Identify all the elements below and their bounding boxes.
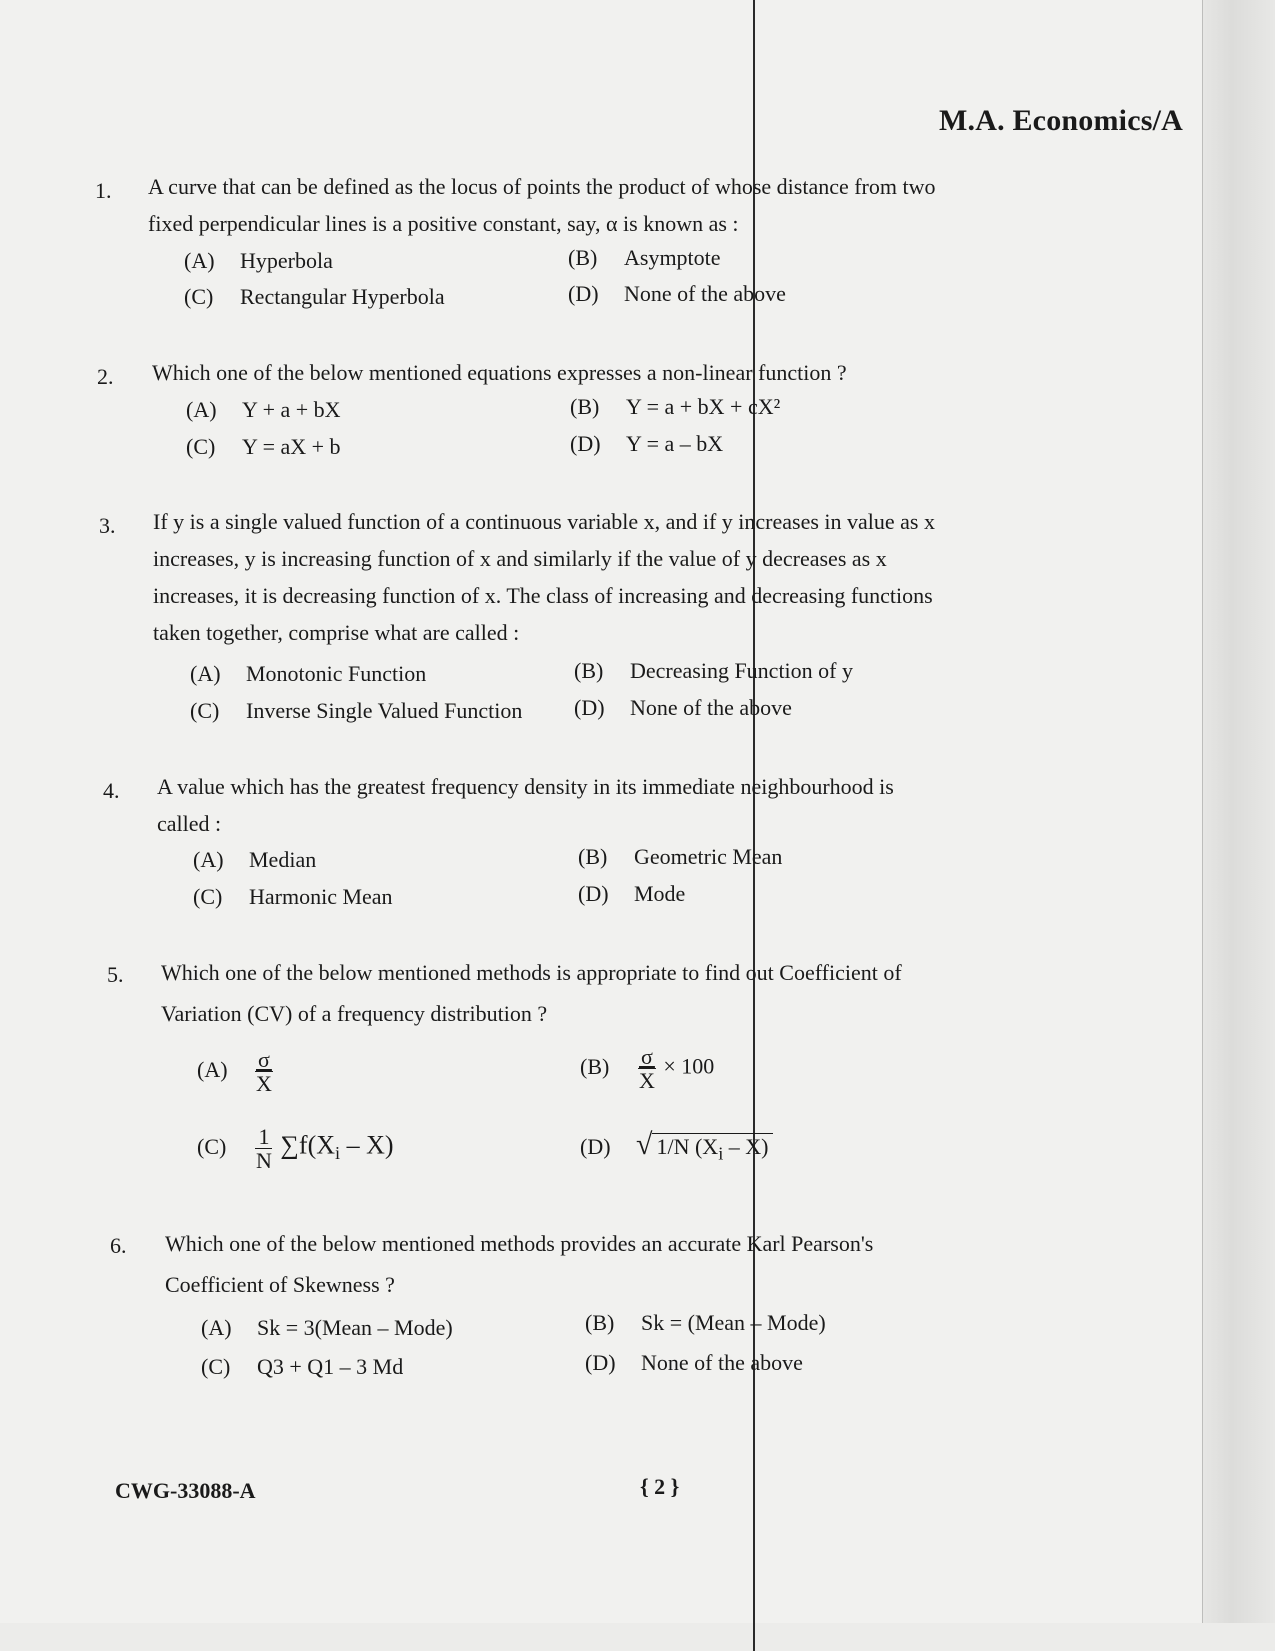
option-text: Y = a + bX + cX² <box>626 394 781 419</box>
question-text: If y is a single valued function of a continuous variable x, and if y increases in value as x increases, y is increasing function of x and similarly if the value of y decreases as x increases, it is decreasing function of x. The class of increasing and decreasing functions taken together, comprise what are called : <box>153 509 935 645</box>
option-letter: (C) <box>197 1133 227 1159</box>
option-b[interactable] <box>568 245 721 271</box>
subscript: i <box>335 1143 341 1164</box>
option-text: Geometric Mean <box>634 844 783 869</box>
option-text: Harmonic Mean <box>249 884 393 909</box>
option-letter: (D) <box>574 695 605 720</box>
option-letter: (D) <box>580 1134 611 1159</box>
numerator: 1 <box>255 1125 272 1149</box>
option-text: Hyperbola <box>240 248 333 273</box>
question-text: A curve that can be defined as the locus of points the product of whose distance from two fixed perpendicular lines is a positive constant, say, α is known as : <box>148 174 936 236</box>
question-text: Which one of the below mentioned equations expresses a non-linear function ? <box>152 360 847 385</box>
option-b[interactable] <box>574 658 853 684</box>
expression-tail: – X) <box>340 1130 394 1160</box>
option-text: Sk = 3(Mean – Mode) <box>257 1315 453 1340</box>
option-letter: (A) <box>184 248 215 273</box>
option-text: Y = aX + b <box>242 434 341 459</box>
option-a[interactable] <box>197 1048 275 1095</box>
question-number: 5. <box>107 962 124 987</box>
option-text: Asymptote <box>624 245 721 270</box>
option-b[interactable] <box>578 844 782 870</box>
page-number: { 2 } <box>640 1474 680 1499</box>
radicand <box>652 1133 772 1164</box>
option-a[interactable] <box>190 661 426 687</box>
denominator: N <box>256 1148 272 1174</box>
question-number: 1. <box>95 178 112 203</box>
option-c[interactable] <box>197 1125 394 1172</box>
fraction <box>253 1125 275 1172</box>
option-text: Q3 + Q1 – 3 Md <box>257 1354 404 1379</box>
question-number: 6. <box>110 1233 127 1258</box>
option-letter: (B) <box>568 245 598 270</box>
option-text: Inverse Single Valued Function <box>246 698 523 723</box>
option-text: Mode <box>634 881 686 906</box>
option-d[interactable] <box>585 1350 803 1376</box>
option-letter: (D) <box>568 281 599 306</box>
option-d[interactable] <box>574 695 792 721</box>
option-d[interactable] <box>578 881 685 907</box>
expression-tail: – X) <box>723 1134 769 1159</box>
option-letter: (D) <box>578 881 609 906</box>
sqrt-icon: √ <box>636 1128 653 1161</box>
option-letter: (A) <box>186 397 217 422</box>
sum-expression: ∑f(X <box>280 1130 336 1160</box>
option-text: Median <box>249 847 317 872</box>
option-b[interactable] <box>585 1310 826 1336</box>
multiplier: × 100 <box>663 1053 715 1079</box>
question-text: Which one of the below mentioned methods is appropriate to find out Coefficient of Variation (CV) of a frequency distribution ? <box>161 960 902 1026</box>
option-letter: (B) <box>570 394 600 419</box>
option-text: Sk = (Mean – Mode) <box>641 1310 826 1335</box>
option-a[interactable] <box>193 847 316 873</box>
option-text: Monotonic Function <box>246 661 427 686</box>
option-letter: (A) <box>201 1315 232 1340</box>
option-d[interactable] <box>570 431 723 457</box>
option-letter: (A) <box>190 661 221 686</box>
option-a[interactable] <box>184 248 333 274</box>
option-b[interactable] <box>580 1045 714 1092</box>
question-text: Which one of the below mentioned methods provides an accurate Karl Pearson's Coefficient of Skewness ? <box>165 1231 874 1297</box>
option-letter: (B) <box>580 1053 610 1079</box>
option-c[interactable] <box>193 884 393 910</box>
page-title: M.A. Economics/A <box>938 104 1183 137</box>
option-text: None of the above <box>624 281 786 306</box>
subscript: i <box>718 1143 724 1164</box>
option-text: Rectangular Hyperbola <box>240 284 445 309</box>
question-text: A value which has the greatest frequency density in its immediate neighbourhood is called : <box>157 774 894 836</box>
scan-edge <box>1202 0 1275 1651</box>
option-c[interactable] <box>190 698 522 724</box>
option-letter: (C) <box>190 698 220 723</box>
option-a[interactable] <box>201 1315 453 1341</box>
option-c[interactable] <box>201 1354 403 1380</box>
option-text: None of the above <box>630 695 792 720</box>
option-letter: (A) <box>197 1056 228 1082</box>
option-letter: (B) <box>574 658 604 683</box>
question-number: 2. <box>97 364 114 389</box>
numerator: σ <box>255 1048 273 1072</box>
option-a[interactable] <box>186 397 341 423</box>
option-text: None of the above <box>641 1350 803 1375</box>
denominator: X <box>639 1068 655 1094</box>
option-letter: (D) <box>585 1350 616 1375</box>
denominator: X <box>256 1071 272 1097</box>
option-letter: (B) <box>578 844 608 869</box>
option-c[interactable] <box>186 434 341 460</box>
option-letter: (C) <box>201 1354 231 1379</box>
radicand-text: 1/N (X <box>656 1134 719 1159</box>
question-number: 3. <box>99 513 116 538</box>
option-letter: (C) <box>186 434 216 459</box>
paper-code: CWG-33088-A <box>115 1478 256 1503</box>
scan-edge-bottom <box>0 1623 1275 1651</box>
option-b[interactable] <box>570 394 780 420</box>
option-letter: (D) <box>570 431 601 456</box>
option-letter: (B) <box>585 1310 615 1335</box>
numerator: σ <box>638 1045 656 1069</box>
option-d[interactable] <box>568 281 786 307</box>
fraction <box>253 1048 275 1095</box>
option-c[interactable] <box>184 284 445 310</box>
option-letter: (A) <box>193 847 224 872</box>
fraction <box>636 1045 658 1092</box>
option-text: Y + a + bX <box>242 397 341 422</box>
option-text: Y = a – bX <box>626 431 724 456</box>
option-text: Decreasing Function of y <box>630 658 853 683</box>
option-letter: (C) <box>193 884 223 909</box>
option-d[interactable] <box>580 1128 773 1164</box>
question-number: 4. <box>103 778 120 803</box>
option-letter: (C) <box>184 284 214 309</box>
